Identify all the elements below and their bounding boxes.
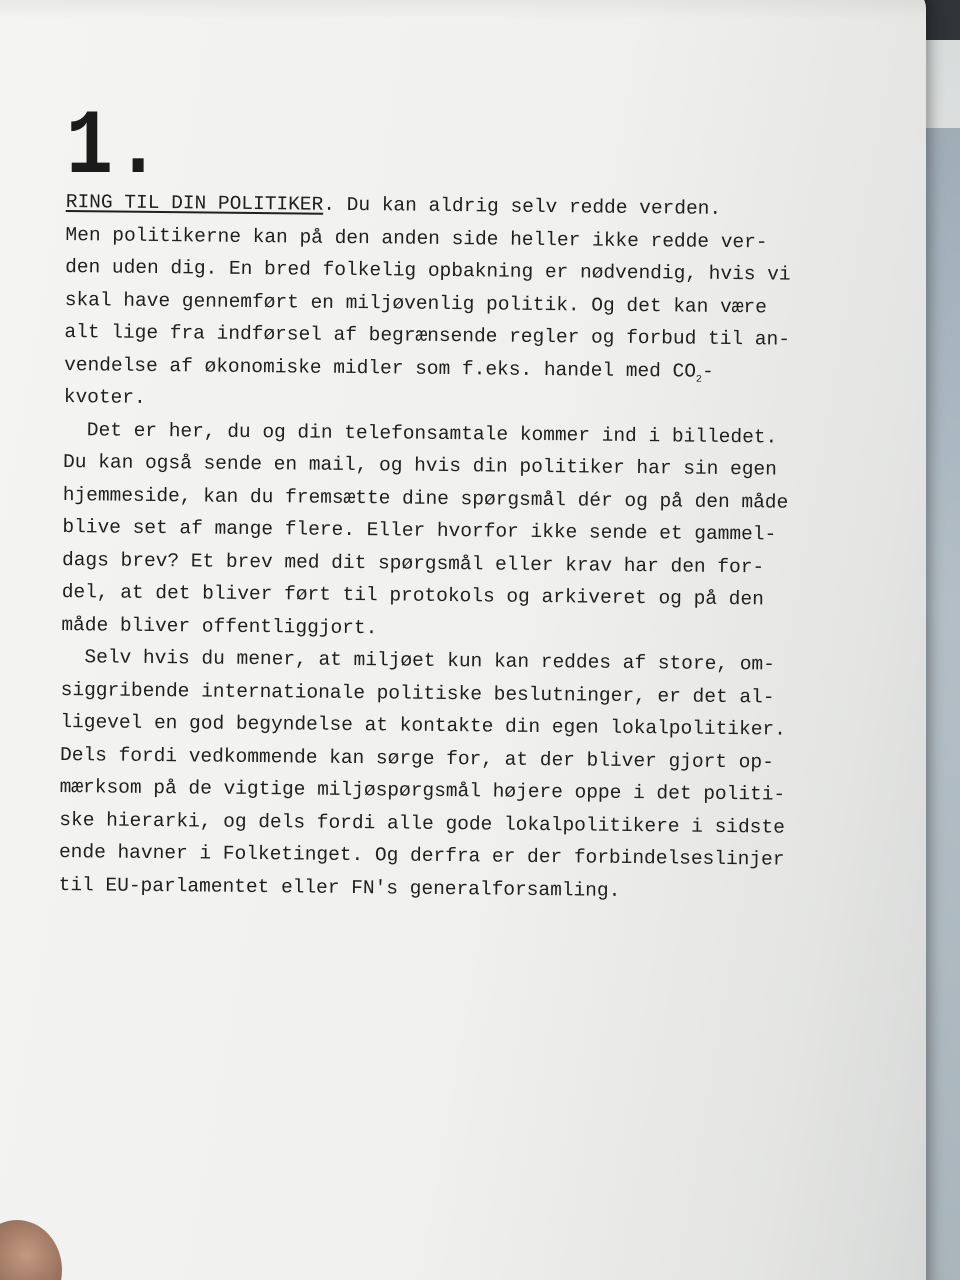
text-line: til EU-parlamentet eller FN's generalforsamling.: [58, 873, 621, 902]
text-line: skal have gennemført en miljøvenlig politik. Og det kan være: [64, 288, 768, 318]
chapter-heading: RING TIL DIN POLITIKER: [65, 190, 324, 216]
line-text: vendelse af økonomiske midler som f.eks. handel med CO: [64, 353, 697, 383]
text-line: blive set af mange flere. Eller hvorfor ikke sende et gammel-: [62, 515, 777, 546]
text-line: mærksom på de vigtige miljøspørgsmål højere oppe i det politi-: [59, 775, 786, 806]
text-line: Men politikerne kan på den anden side heller ikke redde ver-: [65, 223, 768, 253]
text-line: Du kan også sende en mail, og hvis din politiker har sin egen: [62, 450, 778, 481]
text-line: dags brev? Et brev med dit spørgsmål eller krav har den for-: [61, 548, 765, 578]
text-line: den uden dig. En bred folkelig opbakning er nødvendig, hvis vi: [65, 255, 791, 286]
text-line: ligevel en god begyndelse at kontakte din egen lokalpolitiker.: [60, 710, 786, 741]
text-line: del, at det bliver ført til protokols og arkiveret og på den: [61, 580, 764, 611]
text-line: kvoter.: [63, 385, 146, 409]
text-line: siggribende internationale politiske beslutninger, er det al-: [60, 678, 775, 708]
text-line: Dels fordi vedkommende kan sørge for, at der bliver gjort op-: [59, 743, 774, 773]
line-text: . Du kan aldrig selv redde verden.: [323, 193, 722, 220]
text-line: hjemmeside, kan du fremsætte dine spørgsmål dér og på den måde: [62, 483, 789, 514]
text-line: Det er her, du og din telefonsamtale kommer ind i billedet.: [63, 418, 778, 448]
chapter-number: 1.: [66, 95, 164, 200]
next-page-cover: [926, 128, 960, 1280]
co2-subscript: 2: [695, 374, 702, 386]
page-shadow: [0, 0, 926, 20]
text-line: Selv hvis du mener, at miljøet kun kan reddes af store, om-: [60, 645, 775, 676]
hyphen: -: [701, 360, 714, 383]
text-line: ende havner i Folketinget. Og derfra er der forbindelseslinjer: [58, 840, 785, 871]
text-line: alt lige fra indførsel af begrænsende regler og forbud til an-: [64, 320, 791, 351]
text-line: ske hierarki, og dels fordi alle gode lokalpolitikere i sidste: [59, 808, 785, 839]
body-text: [59, 186, 926, 910]
text-line: måde bliver offentliggjort.: [61, 613, 378, 639]
